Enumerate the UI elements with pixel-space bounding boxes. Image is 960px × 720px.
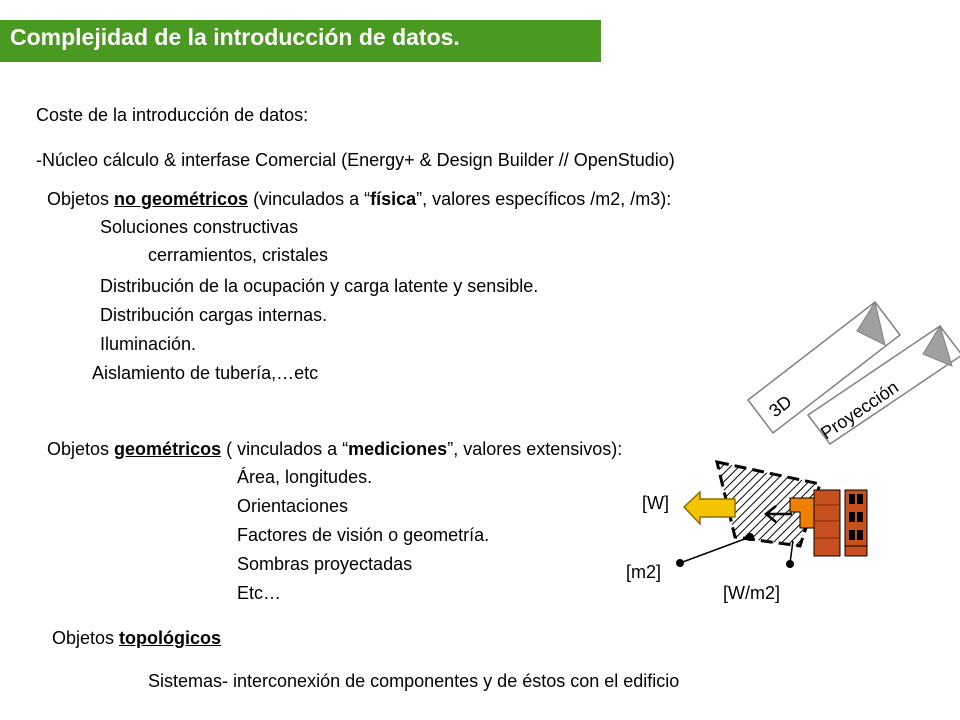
list-item: Distribución de la ocupación y carga latente y sensible. [100, 276, 539, 296]
label-w: [W] [642, 493, 669, 513]
list-item: Etc… [237, 583, 282, 603]
dot-marker [746, 533, 754, 541]
heading-mid: (vinculados a “ [248, 189, 371, 209]
list-item: Sombras proyectadas [237, 554, 413, 574]
arrow-3d-label: 3D [765, 391, 796, 422]
list-item: Distribución cargas internas. [100, 305, 328, 325]
dot-marker [676, 559, 684, 567]
dot-marker [786, 560, 794, 568]
measurements-word: mediciones [348, 439, 448, 459]
non-geometric-keyword: no geométricos [114, 189, 249, 209]
heading-suffix: ”, valores extensivos): [447, 439, 623, 459]
list-item: Factores de visión o geometría. [237, 525, 490, 545]
label-m2: [m2] [626, 562, 662, 582]
intro-line-1: Coste de la introducción de datos: [36, 105, 309, 125]
heading-prefix: Objetos [47, 189, 115, 209]
brick-wall-icon [814, 490, 867, 556]
geometric-keyword: geométricos [114, 439, 222, 459]
leader-line-m2 [680, 537, 750, 563]
heading-suffix: ”, valores específicos /m2, /m3): [416, 189, 672, 209]
heading-mid: ( vinculados a “ [221, 439, 349, 459]
list-item: Orientaciones [237, 496, 349, 516]
list-item: Aislamiento de tubería,…etc [92, 363, 319, 383]
arrow-projection-label: Proyección [817, 376, 903, 444]
list-item: Soluciones constructivas [100, 217, 299, 237]
label-wm2: [W/m2] [723, 583, 780, 603]
topological-keyword: topológicos [119, 628, 222, 648]
intro-line-2: -Núcleo cálculo & interfase Comercial (Energy+ & Design Builder // OpenStudio) [36, 150, 675, 170]
physics-word: física [370, 189, 417, 209]
heading-prefix: Objetos [47, 439, 115, 459]
page-title: Complejidad de la introducción de datos. [10, 24, 460, 50]
list-item: cerramientos, cristales [148, 245, 329, 265]
heading-prefix: Objetos [52, 628, 120, 648]
list-item: Iluminación. [100, 334, 197, 354]
topological-description: Sistemas- interconexión de componentes y de éstos con el edificio [148, 671, 680, 691]
list-item: Área, longitudes. [237, 467, 373, 487]
